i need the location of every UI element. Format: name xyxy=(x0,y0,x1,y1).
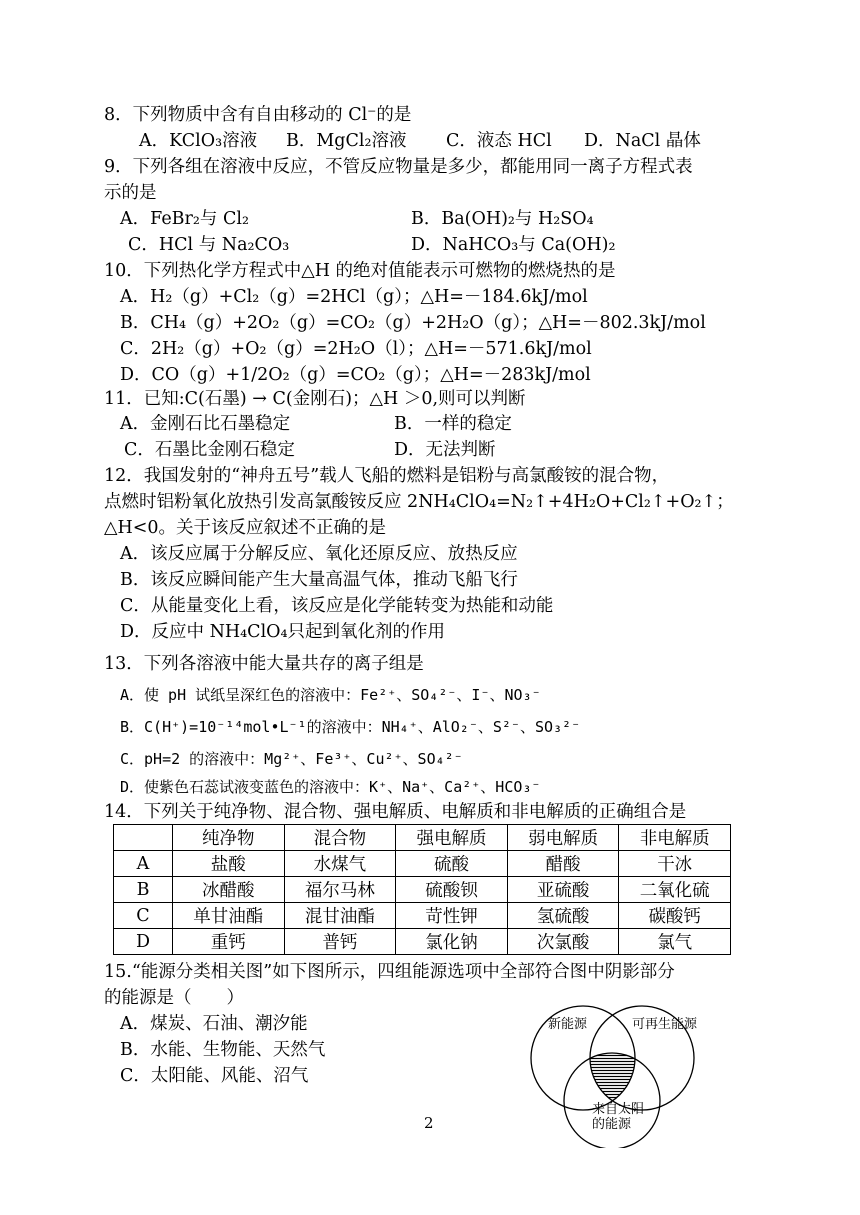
table-row xyxy=(114,877,731,903)
q9-option-d: D．NaHCO₃与 Ca(OH)₂ xyxy=(411,235,616,255)
table-cell: A xyxy=(114,851,173,877)
q10-option-a: A．H₂（g）+Cl₂（g）=2HCl（g）；△H=－184.6kJ/mol xyxy=(120,287,588,307)
q12-stem-line3: △H<0。关于该反应叙述不正确的是 xyxy=(104,518,387,538)
table-cell: 非电解质 xyxy=(619,825,731,851)
q12-option-d: D．反应中 NH₄ClO₄只起到氧化剂的作用 xyxy=(120,622,446,642)
table-cell: 二氧化硫 xyxy=(619,877,731,903)
table-cell: 硫酸 xyxy=(396,851,508,877)
q9-stem-line1: 9．下列各组在溶液中反应，不管反应物量是多少，都能用同一离子方程式表 xyxy=(104,157,693,177)
q11-option-d: D．无法判断 xyxy=(394,440,496,460)
table-cell: 强电解质 xyxy=(396,825,508,851)
table-cell: 碳酸钙 xyxy=(619,903,731,929)
q9-option-b: B．Ba(OH)₂与 H₂SO₄ xyxy=(411,209,594,229)
table-header-row xyxy=(114,825,731,851)
q12-option-b: B．该反应瞬间能产生大量高温气体，推动飞船飞行 xyxy=(120,570,518,590)
table-cell: D xyxy=(114,929,173,955)
table-cell: 醋酸 xyxy=(507,851,619,877)
table-cell: 单甘油酯 xyxy=(173,903,285,929)
q15-option-c: C．太阳能、风能、沼气 xyxy=(120,1066,309,1086)
table-cell: 弱电解质 xyxy=(507,825,619,851)
q12-option-c: C．从能量变化上看，该反应是化学能转变为热能和动能 xyxy=(120,596,554,616)
table-cell: 盐酸 xyxy=(173,851,285,877)
q15-stem-line2: 的能源是（ ） xyxy=(104,988,244,1008)
q8-option-c: C．液态 HCl xyxy=(446,131,552,151)
table-cell: 干冰 xyxy=(619,851,731,877)
venn-diagram xyxy=(520,1003,710,1148)
table-cell: 水煤气 xyxy=(284,851,396,877)
table-cell: 普钙 xyxy=(284,929,396,955)
table-cell: 硫酸钡 xyxy=(396,877,508,903)
q13-option-c: C．pH=2 的溶液中：Mg²⁺、Fe³⁺、Cu²⁺、SO₄²⁻ xyxy=(120,750,463,768)
table-cell: 氯气 xyxy=(619,929,731,955)
venn-label-right: 可再生能源 xyxy=(632,1017,698,1032)
q8-option-a: A．KClO₃溶液 xyxy=(139,131,258,151)
q10-option-d: D．CO（g）+1/2O₂（g）=CO₂（g）；△H=－283kJ/mol xyxy=(120,365,591,385)
q10-option-b: B．CH₄（g）+2O₂（g）=CO₂（g）+2H₂O（g）；△H=－802.3kJ/mol xyxy=(120,313,706,333)
page-number: 2 xyxy=(424,1114,434,1132)
q13-option-b: B．C(H⁺)=10⁻¹⁴mol•L⁻¹的溶液中：NH₄⁺、AlO₂⁻、S²⁻、SO₃²⁻ xyxy=(120,718,581,736)
q9-option-c: C．HCl 与 Na₂CO₃ xyxy=(128,235,290,255)
q13-option-d: D．使紫色石蕊试液变蓝色的溶液中：K⁺、Na⁺、Ca²⁺、HCO₃⁻ xyxy=(120,778,541,796)
q12-stem-line1: 12．我国发射的“神舟五号”载人飞船的燃料是铝粉与高氯酸铵的混合物， xyxy=(104,466,670,486)
venn-label-bottom-line1: 来自太阳 xyxy=(592,1102,645,1117)
q11-option-c: C．石墨比金刚石稳定 xyxy=(124,440,295,460)
table-cell: 重钙 xyxy=(173,929,285,955)
q8-option-d: D．NaCl 晶体 xyxy=(584,131,701,151)
q15-option-a: A．煤炭、石油、潮汐能 xyxy=(120,1014,308,1034)
table-cell: 纯净物 xyxy=(173,825,285,851)
venn-label-bottom-line2: 的能源 xyxy=(592,1117,632,1132)
q8-option-b: B．MgCl₂溶液 xyxy=(286,131,407,151)
q15-option-b: B．水能、生物能、天然气 xyxy=(120,1040,326,1060)
table-cell: 苛性钾 xyxy=(396,903,508,929)
table-cell: 次氯酸 xyxy=(507,929,619,955)
q11-stem: 11．已知:C(石墨) → C(金刚石)；△H ＞0,则可以判断 xyxy=(104,389,526,409)
table-cell: B xyxy=(114,877,173,903)
q12-stem-line2: 点燃时铝粉氧化放热引发高氯酸铵反应 2NH₄ClO₄=N₂↑+4H₂O+Cl₂↑+O₂↑； xyxy=(104,492,734,512)
q10-stem: 10．下列热化学方程式中△H 的绝对值能表示可燃物的燃烧热的是 xyxy=(104,261,616,281)
table-cell: 福尔马林 xyxy=(284,877,396,903)
table-cell: 氢硫酸 xyxy=(507,903,619,929)
table-row xyxy=(114,929,731,955)
table-row xyxy=(114,903,731,929)
q9-option-a: A．FeBr₂与 Cl₂ xyxy=(120,209,249,229)
q13-option-a: A．使 pH 试纸呈深红色的溶液中：Fe²⁺、SO₄²⁻、I⁻、NO₃⁻ xyxy=(120,686,541,704)
table-row xyxy=(114,851,731,877)
q14-table xyxy=(113,824,731,955)
q11-option-a: A．金刚石比石墨稳定 xyxy=(120,414,291,434)
table-cell: 混甘油酯 xyxy=(284,903,396,929)
table-cell xyxy=(114,825,173,851)
table-cell: C xyxy=(114,903,173,929)
q8-stem: 8．下列物质中含有自由移动的 Cl⁻的是 xyxy=(104,105,412,125)
table-cell: 冰醋酸 xyxy=(173,877,285,903)
venn-label-left: 新能源 xyxy=(548,1017,588,1032)
table-cell: 混合物 xyxy=(284,825,396,851)
q14-stem: 14．下列关于纯净物、混合物、强电解质、电解质和非电解质的正确组合是 xyxy=(104,802,687,822)
q15-stem-line1: 15.“能源分类相关图”如下图所示，四组能源选项中全部符合图中阴影部分 xyxy=(104,962,675,982)
table-cell: 氯化钠 xyxy=(396,929,508,955)
q12-option-a: A．该反应属于分解反应、氧化还原反应、放热反应 xyxy=(120,544,518,564)
q11-option-b: B．一样的稳定 xyxy=(394,414,512,434)
q9-stem-line2: 示的是 xyxy=(104,183,157,203)
table-cell: 亚硫酸 xyxy=(507,877,619,903)
q10-option-c: C．2H₂（g）+O₂（g）=2H₂O（l）；△H=－571.6kJ/mol xyxy=(120,339,592,359)
q13-stem: 13．下列各溶液中能大量共存的离子组是 xyxy=(104,654,424,674)
